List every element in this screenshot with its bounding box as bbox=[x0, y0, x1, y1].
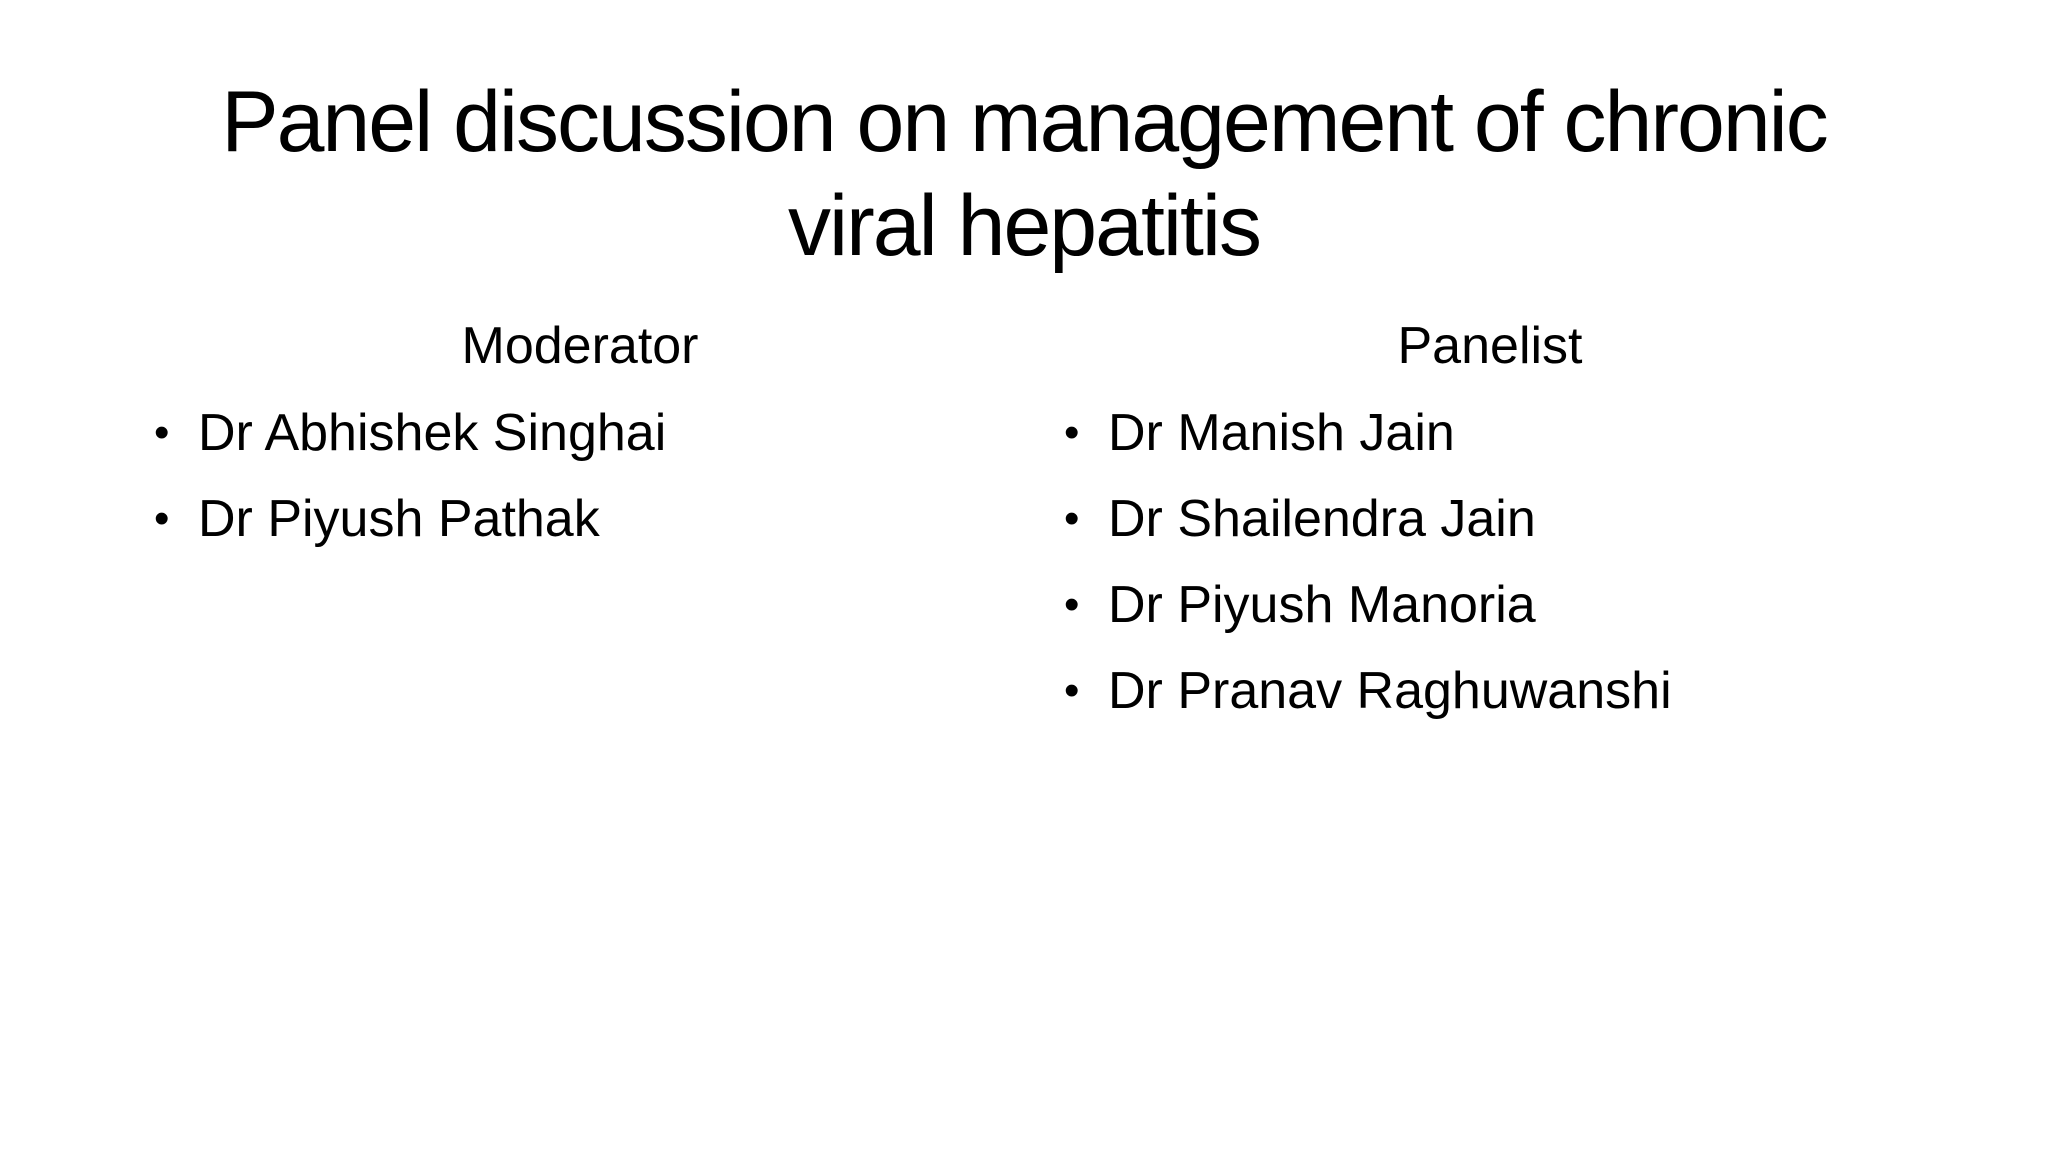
bullet-icon: • bbox=[1064, 666, 1080, 715]
bullet-icon: • bbox=[1064, 408, 1080, 457]
panelist-name: Dr Shailendra Jain bbox=[1108, 490, 1536, 548]
list-item bbox=[1060, 398, 1920, 468]
moderator-name: Dr Piyush Pathak bbox=[198, 490, 600, 548]
list-item bbox=[1060, 656, 1920, 726]
moderator-heading: Moderator bbox=[461, 317, 699, 375]
moderator-name: Dr Abhishek Singhai bbox=[198, 404, 667, 462]
moderator-list bbox=[150, 398, 1010, 554]
slide-title: Panel discussion on management of chronic viral hepatitis bbox=[221, 74, 1827, 274]
panelist-name: Dr Pranav Raghuwanshi bbox=[1108, 662, 1672, 720]
panelist-name: Dr Manish Jain bbox=[1108, 404, 1455, 462]
bullet-icon: • bbox=[1064, 494, 1080, 543]
bullet-icon: • bbox=[154, 494, 170, 543]
list-item bbox=[1060, 484, 1920, 554]
panelist-name: Dr Piyush Manoria bbox=[1108, 576, 1536, 634]
list-item bbox=[150, 398, 1010, 468]
list-item bbox=[150, 484, 1010, 554]
bullet-icon: • bbox=[154, 408, 170, 457]
panelist-list bbox=[1060, 398, 1920, 726]
moderator-column bbox=[150, 312, 1010, 570]
bullet-icon: • bbox=[1064, 580, 1080, 629]
list-item bbox=[1060, 570, 1920, 640]
panelist-column bbox=[1060, 312, 1920, 742]
panelist-heading: Panelist bbox=[1397, 317, 1583, 375]
